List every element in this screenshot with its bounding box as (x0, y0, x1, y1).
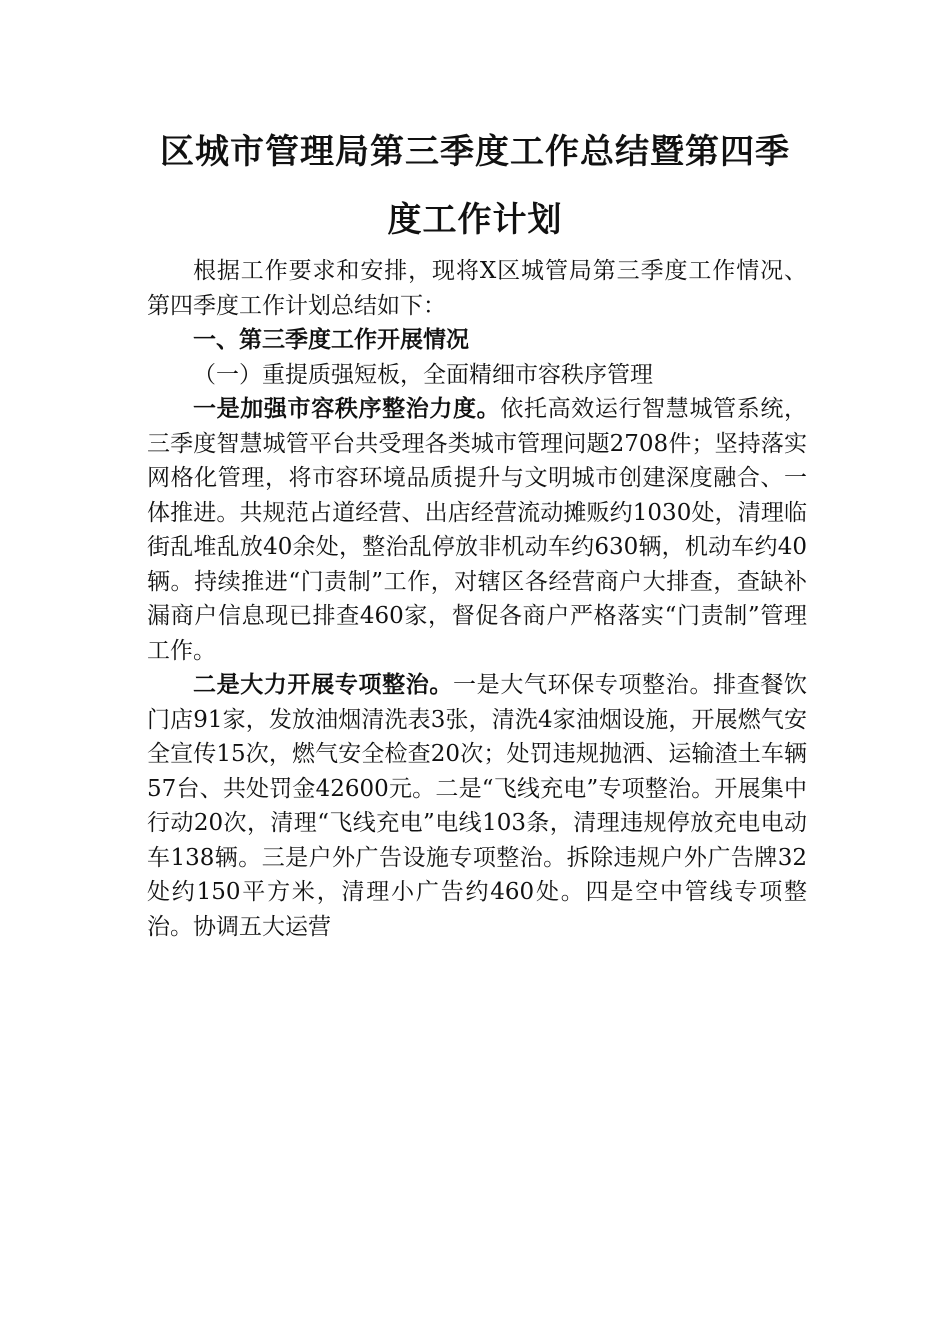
paragraph-1-text: 依托高效运行智慧城管系统，三季度智慧城管平台共受理各类城市管理问题2708件；坚持落实网格化管理，将市容环境品质提升与文明城市创建深度融合、一体推进。共规范占道经营、出店经营流动摊贩约1030处，清理临街乱堆乱放40余处，整治乱停放非机动车约630辆，机动车约40辆。持续推进“门责制”工作，对辖区各经营商户大排查，查缺补漏商户信息现已排查460家，督促各商户严格落实“门责制”管理工作。 (147, 396, 808, 664)
paragraph-2-lead: 二是大力开展专项整治。 (193, 671, 454, 698)
document-title-line-1: 区城市管理局第三季度工作总结暨第四季 (160, 132, 790, 172)
document-body (147, 254, 807, 944)
document-title-line-2: 度工作计划 (387, 200, 563, 240)
section-heading: 一、第三季度工作开展情况 (193, 327, 469, 353)
intro-paragraph: 根据工作要求和安排，现将X区城管局第三季度工作情况、第四季度工作计划总结如下： (147, 258, 807, 319)
paragraph-2 (147, 668, 807, 944)
subsection-heading: （一）重提质强短板，全面精细市容秩序管理 (193, 361, 653, 388)
paragraph-2-text: 一是大气环保专项整治。排查餐饮门店91家，发放油烟清洗表3张，清洗4家油烟设施，开展燃气安全宣传15次，燃气安全检查20次；处罚违规抛洒、运输渣土车辆57台、共处罚金42600元。二是“飞线充电”专项整治。开展集中行动20次，清理“飞线充电”电线103条，清理违规停放充电电动车138辆。三是户外广告设施专项整治。拆除违规户外广告牌32处约150平方米，清理小广告约460处。四是空中管线专项整治。协调五大运营 (147, 672, 808, 940)
paragraph-1-lead: 一是加强市容秩序整治力度。 (193, 395, 501, 422)
paragraph-1 (147, 392, 807, 668)
